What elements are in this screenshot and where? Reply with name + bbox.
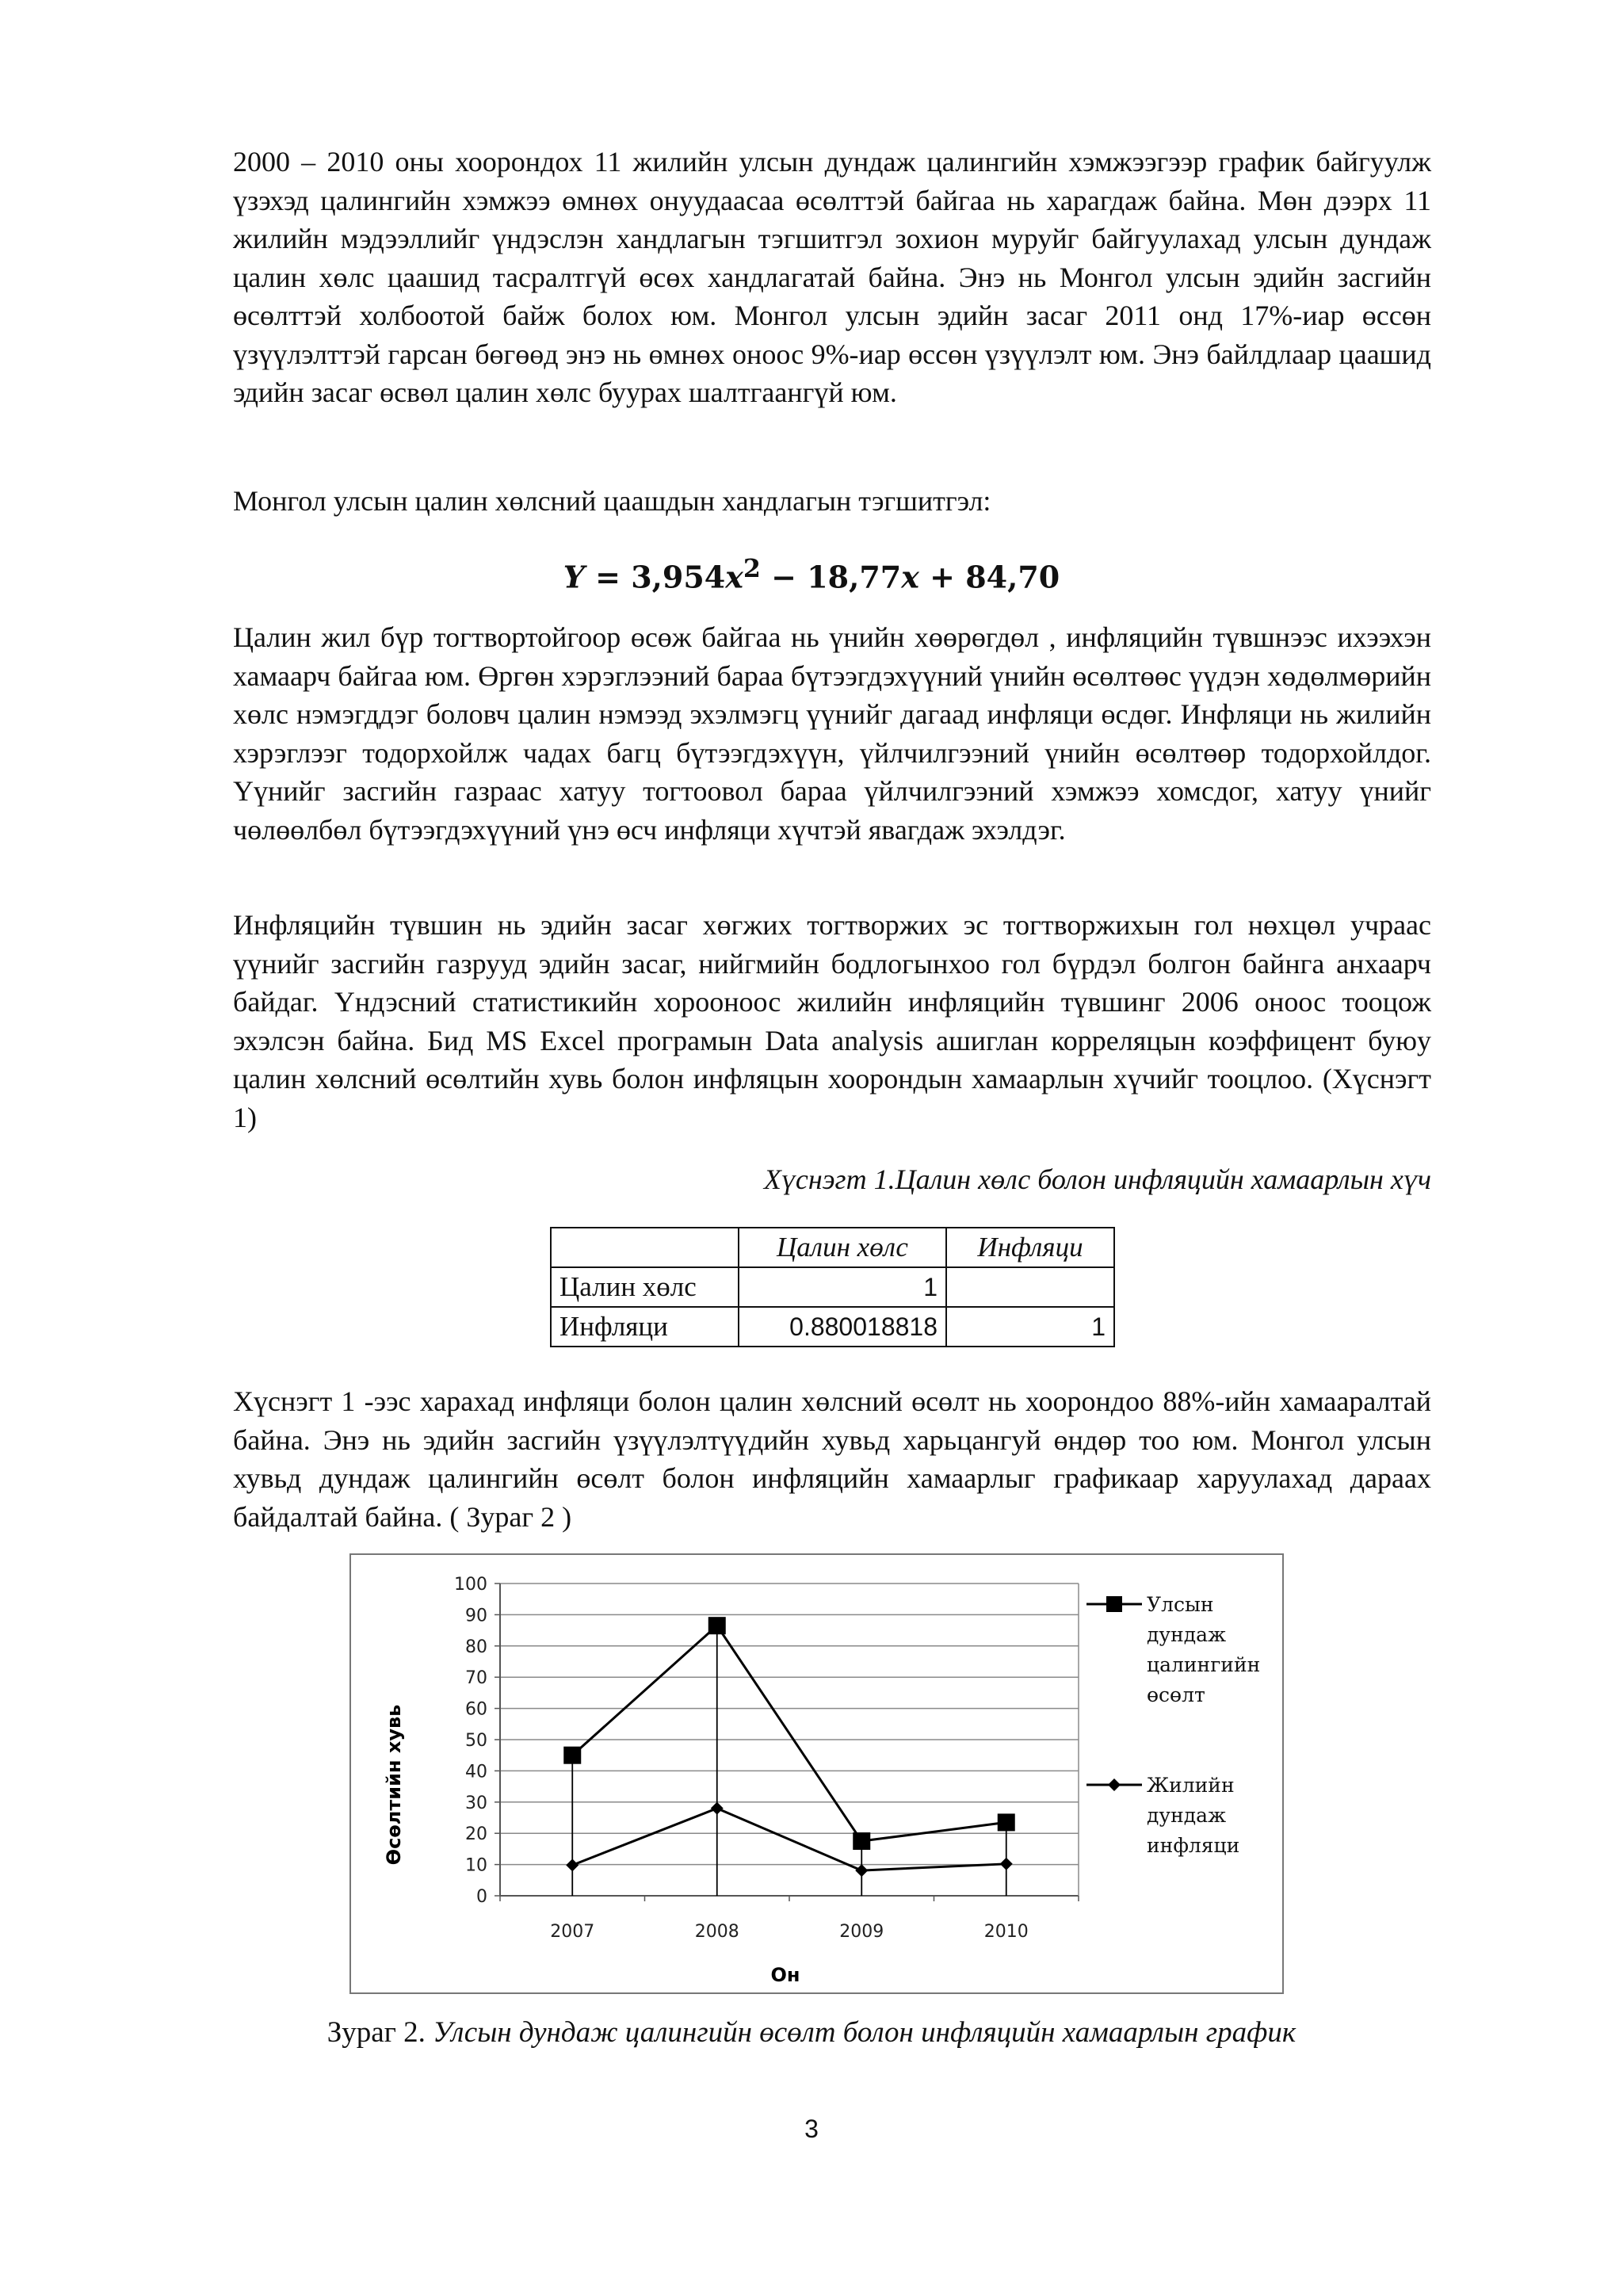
formula-plus: + <box>918 559 966 595</box>
salary-growth-point <box>998 1813 1015 1831</box>
legend-marker-square <box>1106 1596 1122 1612</box>
x-tick-label: 2009 <box>839 1922 884 1942</box>
trend-equation <box>0 545 1623 602</box>
inflation-point <box>1000 1858 1013 1870</box>
table-cell: 1 <box>946 1307 1114 1347</box>
table-caption: Хүснэгт 1.Цалин хөлс болон инфляцийн хамаарлын хүч <box>763 1163 1431 1195</box>
table-cell: 0.880018818 <box>739 1307 946 1347</box>
salary-growth-point <box>853 1832 870 1850</box>
legend-label: өсөлт <box>1147 1683 1205 1706</box>
chart-axes <box>495 1584 1079 1901</box>
formula-coef-a: 3,954 <box>631 559 726 595</box>
paragraph-correlation-result: Хүснэгт 1 -ээс харахад инфляци болон цалин хөлсний өсөлт нь хоорондоо 88%-ийн хамааралтай байна. Энэ нь эдийн засгийн үзүүлэлтүүдийн хувьд харьцангуй өндөр тоо юм. Монгол улсын хувьд дундаж цалингийн өсөлт болон инфляцийн хамаарлыг графикаар харуулахад дараах байдалтай байна. ( Зураг 2 ) <box>233 1385 1431 1533</box>
y-tick-label: 70 <box>465 1668 487 1689</box>
y-tick-label: 100 <box>454 1575 487 1595</box>
formula-exponent: 2 <box>743 554 761 583</box>
x-tick-label: 2007 <box>550 1922 595 1942</box>
formula-coef-b: 18,77 <box>807 559 902 595</box>
chart-legend <box>1086 1593 1260 1857</box>
figure-caption-prefix: Зураг 2. <box>327 2016 433 2049</box>
salary-growth-point <box>563 1747 581 1764</box>
formula-coef-c: 84,70 <box>965 559 1060 595</box>
x-tick-label: 2010 <box>983 1922 1029 1942</box>
table-header-cell <box>551 1228 739 1267</box>
chart-frame <box>349 1553 1284 1994</box>
table-row <box>551 1267 1114 1307</box>
table-cell <box>946 1267 1114 1307</box>
chart-gridlines <box>500 1584 1079 1896</box>
chart-series <box>563 1617 1015 1896</box>
paragraph-inflation-effect: Цалин жил бүр тогтвортойгоор өсөж байгаа нь үнийн хөөрөгдөл , инфляцийн түвшнээс ихээхэн хамаарч байгаа юм. Өргөн хэрэглээний бараа бүтээгдэхүүний үнийн өсөлтөөс үүдэн хөдөлмөрийн хөлс нэмэгддэг боловч цалин нэмээд эхэлмэгц үүнийг дагаад инфляци өсдөг. Инфляци нь жилийн хэрэглээг тодорхойлж чадах багц бүтээгдэхүүн, үйлчилгээний үнийн өсөлтөөр тодорхойлдог. Үүнийг засгийн газраас хатуу тогтоовол бараа үйлчилгээний хэмжээ хомсдог, хатуу үнийг чөлөөлбөл бүтээгдэхүүний үнэ өсч инфляци хүчтэй явагдаж эхэлдэг. <box>233 621 1431 846</box>
table-row <box>551 1307 1114 1347</box>
paragraph-inflation-level: Инфляцийн түвшин нь эдийн засаг хөгжих тогтворжих эс тогтворжихын гол нөхцөл учраас үүнийг засгийн газрууд эдийн засаг, нийгмийн бодлогынхоо гол бүрдэл болгон байнга анхаарч байдаг. Үндэсний статистикийн хорооноос жилийн инфляцийн түвшинг 2006 оноос тооцож эхэлсэн байна. Бид MS Excel програмын Data analysis ашиглан корреляцын коэффицент буюу цалин хөлсний өсөлтийн хувь болон инфляцын хоорондын хамаарлын хүчийг тооцлоо. (Хүснэгт 1) <box>233 909 1431 1133</box>
y-tick-labels <box>454 1575 487 1907</box>
y-tick-label: 40 <box>465 1762 487 1782</box>
inflation-point <box>711 1802 724 1815</box>
y-tick-label: 50 <box>465 1731 487 1751</box>
table-cell: 1 <box>739 1267 946 1307</box>
legend-label: Улсын <box>1147 1593 1214 1616</box>
y-tick-label: 10 <box>465 1855 487 1876</box>
table-row-label: Инфляци <box>551 1307 739 1347</box>
figure-caption-title: Улсын дундаж цалингийн өсөлт болон инфляцийн хамаарлын график <box>433 2016 1296 2049</box>
line-chart <box>351 1555 1282 1992</box>
y-tick-label: 80 <box>465 1637 487 1657</box>
y-tick-label: 30 <box>465 1793 487 1813</box>
inflation-point <box>855 1864 868 1877</box>
figure-caption <box>0 2013 1623 2053</box>
legend-label: инфляци <box>1147 1834 1240 1857</box>
legend-label: Жилийн <box>1147 1774 1235 1797</box>
inflation-point <box>566 1859 579 1871</box>
table-row-label: Цалин хөлс <box>551 1267 739 1307</box>
legend-label: дундаж <box>1147 1804 1227 1827</box>
formula-x: x <box>725 559 743 595</box>
legend-marker-diamond <box>1108 1778 1121 1791</box>
legend-label: дундаж <box>1147 1623 1227 1646</box>
paragraph-salary-trend: 2000 – 2010 оны хоорондох 11 жилийн улсын дундаж цалингийн хэмжээгээр график байгуулж үзэхэд цалингийн хэмжээ өмнөх онуудаасаа өсөлттэй байгаа нь харагдаж байна. Мөн дээрх 11 жилийн мэдээллийг үндэслэн хандлагын тэгшитгэл зохион муруйг байгуулахад улсын дундаж цалин хөлс цаашид тасралтгүй өсөх хандлагатай байна. Энэ нь Монгол улсын эдийн засгийн өсөлттэй холбоотой байж болох юм. Монгол улсын эдийн засаг 2011 онд 17%-иар өссөн үзүүлэлттэй гарсан бөгөөд энэ нь өмнөх оноос 9%-иар өссөн үзүүлэлт юм. Энэ байлдлаар цаашид эдийн засаг өсвөл цалин хөлс буурах шалтгаангүй юм. <box>233 146 1431 408</box>
salary-growth-point <box>708 1617 726 1634</box>
paragraph-trend-equation-intro: Монгол улсын цалин хөлсний цаашдын хандлагын тэгшитгэл: <box>233 485 991 517</box>
y-axis-label: Өсөлтийн хувь <box>383 1704 405 1866</box>
y-tick-label: 0 <box>476 1887 487 1907</box>
series-line-1 <box>572 1626 1006 1841</box>
y-tick-label: 90 <box>465 1606 487 1626</box>
table-header-row <box>551 1228 1114 1267</box>
x-tick-labels <box>550 1922 1029 1942</box>
table-header-cell: Цалин хөлс <box>739 1228 946 1267</box>
formula-y: Y <box>563 559 585 595</box>
x-axis-label: Он <box>770 1964 800 1986</box>
table-header-cell: Инфляци <box>946 1228 1114 1267</box>
page-number: 3 <box>804 2115 819 2143</box>
series-line-2 <box>572 1809 1006 1870</box>
formula-equals: = <box>584 559 632 595</box>
y-tick-label: 60 <box>465 1699 487 1720</box>
formula-x: x <box>901 559 919 595</box>
y-tick-label: 20 <box>465 1824 487 1845</box>
correlation-table <box>550 1227 1115 1347</box>
formula-minus: − <box>760 559 808 595</box>
x-tick-label: 2008 <box>694 1922 739 1942</box>
legend-label: цалингийн <box>1147 1653 1261 1676</box>
